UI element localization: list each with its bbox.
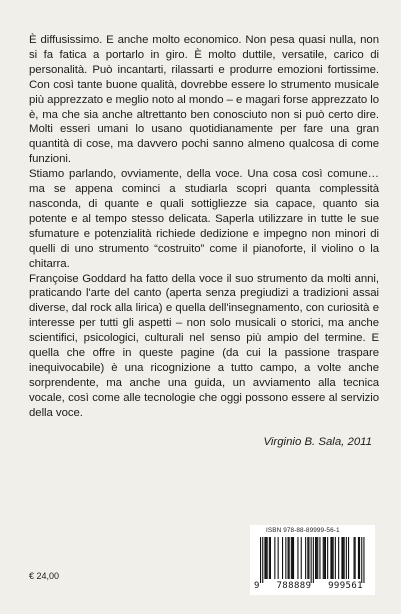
barcode-bar — [330, 537, 331, 579]
barcode-bar — [343, 537, 344, 579]
barcode-bar — [264, 537, 265, 579]
price-label: € 24,00 — [29, 571, 60, 581]
barcode-left-group: 788889 — [276, 581, 312, 591]
barcode-right-group: 999561 — [328, 581, 363, 591]
barcode-bar — [291, 537, 292, 579]
barcode-bar — [266, 537, 267, 579]
barcode-bar — [305, 537, 306, 579]
barcode-bar — [267, 537, 268, 579]
barcode-bar — [346, 537, 347, 579]
barcode-bar — [278, 537, 279, 579]
barcode-bar — [341, 537, 342, 579]
barcode-bar — [358, 537, 359, 579]
barcode-bar — [355, 537, 356, 579]
barcode-bar — [359, 537, 360, 579]
barcode-bar — [274, 537, 275, 579]
barcode-bar — [335, 537, 336, 579]
barcode-bar — [282, 537, 283, 579]
barcode-bar — [344, 537, 345, 579]
barcode-bar — [323, 537, 324, 579]
barcode-bar — [269, 537, 270, 579]
barcode-bar — [311, 537, 312, 583]
barcode-bar — [363, 537, 364, 583]
barcode-bar — [313, 537, 314, 583]
blurb-paragraph-3: Françoise Goddard ha fatto della voce il suo strumento da molti anni, praticando l'arte del canto (aperta senza pregiudizi a tradizioni assai diverse, dal rock alla lirica) e quella dell'insegnamento, con curiosità e interesse per tutti gli aspetti – non solo musicali o storici, ma anche scientifici, psicologici, culturali nel senso più ampio del termine. E quella che offre in queste pagine (da cui la passione traspare inequivocabile) è una ricognizione a tutto campo, a volte anche sorprendente, ma anche una guida, un avviamento alla tecnica vocale, così come alle tecnologie che oggi possono essere al servizio della voce. — [29, 272, 379, 419]
barcode-bar — [260, 537, 261, 583]
barcode-bar — [317, 537, 318, 579]
barcode-bar — [332, 537, 333, 579]
barcode-bar — [289, 537, 290, 579]
barcode-bar — [338, 537, 339, 579]
barcode-bar — [327, 537, 328, 579]
isbn-barcode — [250, 525, 375, 595]
barcode-bar — [325, 537, 326, 579]
barcode-digits — [254, 581, 372, 591]
blurb-signature: Virginio B. Sala, 2011 — [263, 436, 372, 448]
barcode-bar — [297, 537, 298, 579]
barcode-bar — [319, 537, 320, 579]
barcode-bar — [270, 537, 271, 579]
barcode-bar — [285, 537, 286, 579]
barcode-bar — [324, 537, 325, 579]
barcode-bar — [316, 537, 317, 579]
isbn-label: ISBN 978-88-89999-56-1 — [266, 527, 340, 534]
barcode-bar — [301, 537, 302, 579]
blurb-paragraph-1: È diffusissimo. E anche molto economico. Non pesa quasi nulla, non si fa fatica a portarlo in giro. È molto duttile, versatile, carico di personalità. Può incantarti, rilassarti e produrre emozioni fortissime. Con così tante buone qualità, dovrebbe essere lo strumento musicale più apprezzato e meglio noto al mondo – e magari forse apprezzato lo è, ma che sia anche altrettanto ben conosciuto non si può certo dire. Molti esseri umani lo usano quotidianamente per fare una gran quantità di cose, ma davvero pochi sanno almeno qualcosa di come funzioni. — [29, 34, 379, 166]
barcode-bar — [315, 537, 316, 579]
barcode-bar — [308, 537, 309, 579]
barcode-bars — [255, 537, 369, 583]
blurb-paragraph-2: Stiamo parlando, ovviamente, della voce. Una cosa così comune… ma se appena cominci a studiarla scopri quanta complessità nasconda, di quante e quali sottigliezze sia capace, quanto sia potente e al tempo stesso delicata. Saperla utilizzare in tutte le sue sfumature e potenzialità richiede dedizione e impegno non minori di quelli di uno strumento “costruito” come il pianoforte, il violino o la chitarra. — [29, 168, 379, 270]
barcode-bar — [288, 537, 289, 579]
barcode-bar — [361, 537, 362, 583]
barcode-bar — [307, 537, 308, 579]
barcode-bar — [333, 537, 334, 579]
barcode-bar — [262, 537, 263, 583]
barcode-bar — [348, 537, 349, 579]
barcode-bar — [354, 537, 355, 579]
barcode-first-digit: 9 — [254, 581, 260, 591]
blurb-text — [29, 33, 379, 421]
barcode-bar — [293, 537, 294, 579]
barcode-bar — [292, 537, 293, 579]
